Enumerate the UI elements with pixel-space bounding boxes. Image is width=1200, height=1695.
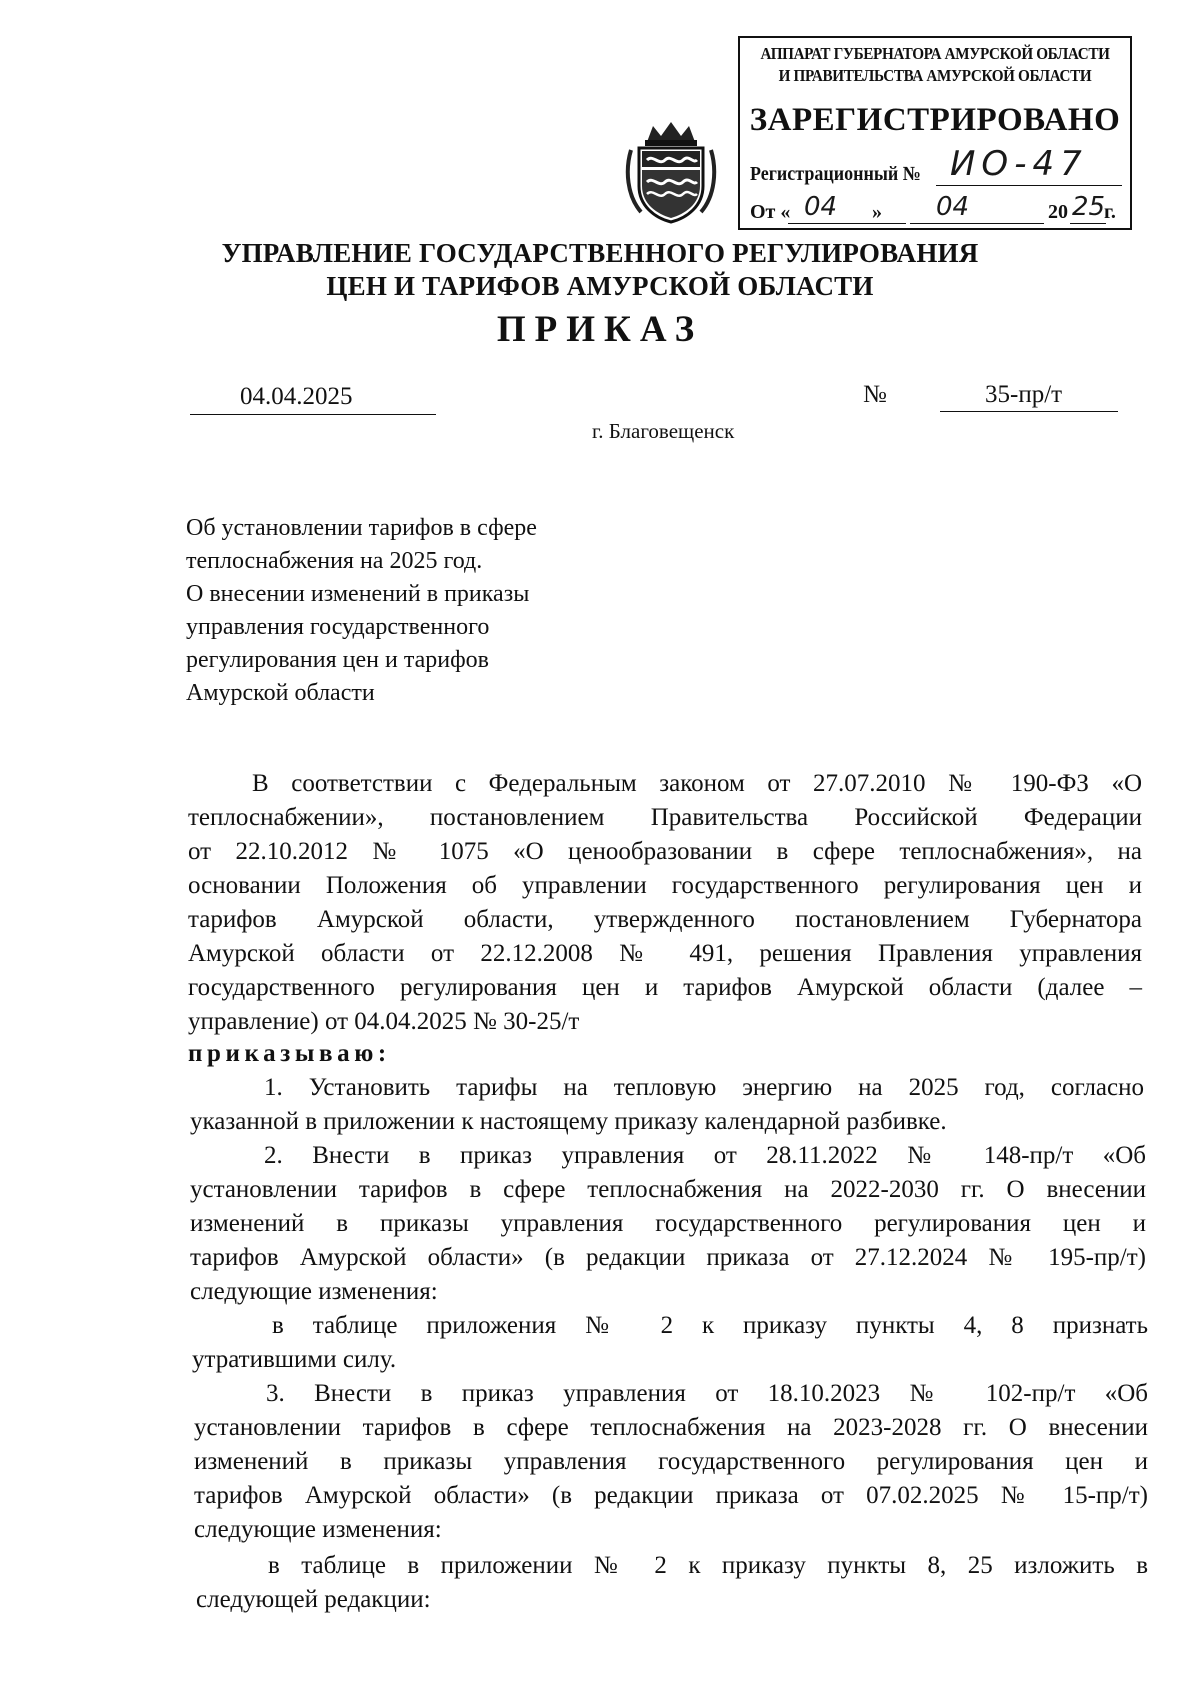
item1-line: 1. Установить тарифы на тепловую энергию на 2025 год, согласно (264, 1074, 1144, 1101)
subject-line: Об установлении тарифов в сфере (186, 515, 537, 541)
stamp-date-prefix: От « (750, 201, 791, 223)
item3-line: 3. Внести в приказ управления от 18.10.2023 № 102-пр/т «Об (266, 1380, 1148, 1407)
item2-change-line: утратившими силу. (192, 1346, 397, 1373)
preamble-line: основании Положения об управлении государственного регулирования цен и (188, 872, 1142, 899)
stamp-year-prefix: 20 (1048, 201, 1068, 223)
order-number: 35-пр/т (985, 381, 1063, 408)
item2-change-line: в таблице приложения № 2 к приказу пункты 4, 8 признать (272, 1312, 1148, 1339)
stamp-date-row (750, 192, 1126, 228)
stamp-month: 04 (936, 192, 970, 222)
item3-line: следующие изменения: (194, 1516, 442, 1543)
order-date-underline (190, 414, 436, 415)
subject-line: регулирования цен и тарифов (186, 647, 489, 673)
preamble-line: Амурской области от 22.12.2008 № 491, решения Правления управления (188, 940, 1142, 967)
item2-line: установлении тарифов в сфере теплоснабжения на 2022-2030 гг. О внесении (190, 1176, 1146, 1203)
item1-line: указанной в приложении к настоящему приказу календарной разбивке. (190, 1108, 947, 1135)
subject-line: управления государственного (186, 614, 490, 640)
subject-line: Амурской области (186, 680, 375, 706)
preamble-line: тарифов Амурской области, утвержденного постановлением Губернатора (188, 906, 1142, 933)
document-type-title: ПРИКАЗ (496, 309, 704, 350)
stamp-reg-row (750, 144, 1122, 190)
item2-line: 2. Внести в приказ управления от 28.11.2022 № 148-пр/т «Об (264, 1142, 1146, 1169)
order-directive: приказываю: (188, 1040, 391, 1067)
stamp-day: 04 (804, 192, 838, 222)
stamp-day-underline (788, 223, 906, 224)
item2-line: следующие изменения: (190, 1278, 438, 1305)
stamp-reg-number: ИО-47 (950, 144, 1088, 184)
registration-stamp (738, 36, 1132, 230)
preamble-line: государственного регулирования цен и тарифов Амурской области (далее – (188, 974, 1142, 1001)
item3-line: тарифов Амурской области» (в редакции приказа от 07.02.2025 № 15-пр/т) (194, 1482, 1148, 1509)
preamble-line: В соответствии с Федеральным законом от 27.07.2010 № 190-ФЗ «О (252, 770, 1142, 797)
item3-line: изменений в приказы управления государственного регулирования цен и (194, 1448, 1148, 1475)
stamp-year-underline (1070, 223, 1106, 224)
subject-line: теплоснабжения на 2025 год. (186, 548, 483, 574)
issue-city: г. Благовещенск (592, 419, 735, 443)
stamp-year-unit: г. (1104, 201, 1116, 223)
org-title-line1: УПРАВЛЕНИЕ ГОСУДАРСТВЕННОГО РЕГУЛИРОВАНИЯ (221, 238, 979, 268)
org-title-line2: ЦЕН И ТАРИФОВ АМУРСКОЙ ОБЛАСТИ (326, 271, 874, 301)
stamp-month-underline (910, 223, 1044, 224)
preamble-line: управление) от 04.04.2025 № 30-25/т (188, 1008, 580, 1035)
stamp-day-close: » (872, 201, 882, 223)
subject-line: О внесении изменений в приказы (186, 581, 530, 607)
stamp-registered-label: ЗАРЕГИСТРИРОВАНО (749, 102, 1121, 138)
stamp-reg-label: Регистрационный № (750, 163, 921, 185)
item3-change-line: следующей редакции: (196, 1586, 431, 1613)
item3-change-line: в таблице в приложении № 2 к приказу пункты 8, 25 изложить в (268, 1552, 1148, 1579)
item3-line: установлении тарифов в сфере теплоснабжения на 2023-2028 гг. О внесении (194, 1414, 1148, 1441)
order-number-sign: № (863, 381, 887, 408)
stamp-reg-underline (936, 185, 1122, 186)
preamble-line: от 22.10.2012 № 1075 «О ценообразовании в сфере теплоснабжения», на (188, 838, 1142, 865)
stamp-year-suffix: 25 (1072, 192, 1106, 222)
order-date: 04.04.2025 (240, 383, 353, 410)
order-number-underline (940, 411, 1118, 412)
amur-region-coat-of-arms-icon (625, 120, 717, 224)
stamp-org-line1: АППАРАТ ГУБЕРНАТОРА АМУРСКОЙ ОБЛАСТИ (760, 44, 1110, 63)
item2-line: тарифов Амурской области» (в редакции приказа от 27.12.2024 № 195-пр/т) (190, 1244, 1146, 1271)
stamp-org-line2: И ПРАВИТЕЛЬСТВА АМУРСКОЙ ОБЛАСТИ (778, 66, 1092, 85)
item2-line: изменений в приказы управления государственного регулирования цен и (190, 1210, 1146, 1237)
preamble-line: теплоснабжении», постановлением Правительства Российской Федерации (188, 804, 1142, 831)
